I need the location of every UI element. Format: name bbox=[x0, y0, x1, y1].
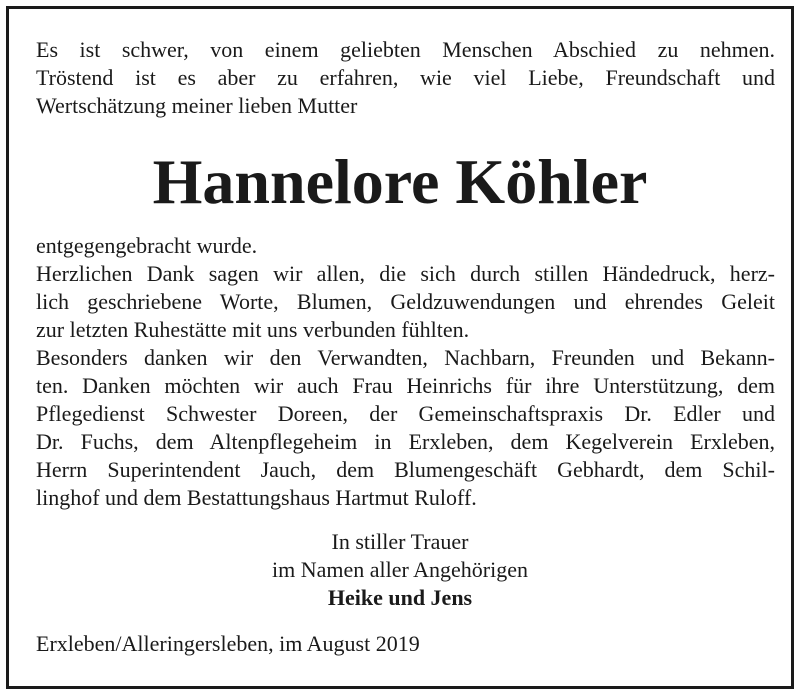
body-line-10: linghof und dem Bestattungshaus Hartmut Ruloff. bbox=[36, 485, 477, 510]
body-line-8: Dr. Fuchs, dem Altenpflegeheim in Erxleben, dem Kegelverein Erxleben, bbox=[36, 429, 775, 454]
signature-line-2: im Namen aller Angehörigen bbox=[272, 557, 528, 582]
body-line-7: Pflegedienst Schwester Doreen, der Gemeinschaftspraxis Dr. Edler und bbox=[36, 401, 775, 426]
body-line-3: lich geschriebene Worte, Blumen, Geldzuwendungen und ehrendes Geleit bbox=[36, 289, 775, 314]
place-date: Erxleben/Alleringersleben, im August 2019 bbox=[36, 631, 420, 656]
body-line-6: ten. Danken möchten wir auch Frau Heinrichs für ihre Unterstützung, dem bbox=[36, 373, 775, 398]
body-line-5: Besonders danken wir den Verwandten, Nachbarn, Freunden und Bekann- bbox=[36, 345, 775, 370]
deceased-name: Hannelore Köhler bbox=[152, 146, 648, 217]
signature-line-1: In stiller Trauer bbox=[331, 529, 469, 554]
body-line-9: Herrn Superintendent Jauch, dem Blumengeschäft Gebhardt, dem Schil- bbox=[36, 457, 775, 482]
body-line-1: entgegengebracht wurde. bbox=[36, 233, 258, 258]
body-line-2: Herzlichen Dank sagen wir allen, die sich durch stillen Händedruck, herz- bbox=[36, 261, 775, 286]
intro-line-1: Es ist schwer, von einem geliebten Menschen Abschied zu nehmen. bbox=[36, 37, 775, 62]
signature-names: Heike und Jens bbox=[327, 585, 473, 610]
body-line-4: zur letzten Ruhestätte mit uns verbunden fühlten. bbox=[36, 317, 470, 342]
intro-line-3: Wertschätzung meiner lieben Mutter bbox=[36, 93, 358, 118]
obituary-notice bbox=[6, 6, 794, 689]
intro-line-2: Tröstend ist es aber zu erfahren, wie viel Liebe, Freundschaft und bbox=[36, 65, 775, 90]
